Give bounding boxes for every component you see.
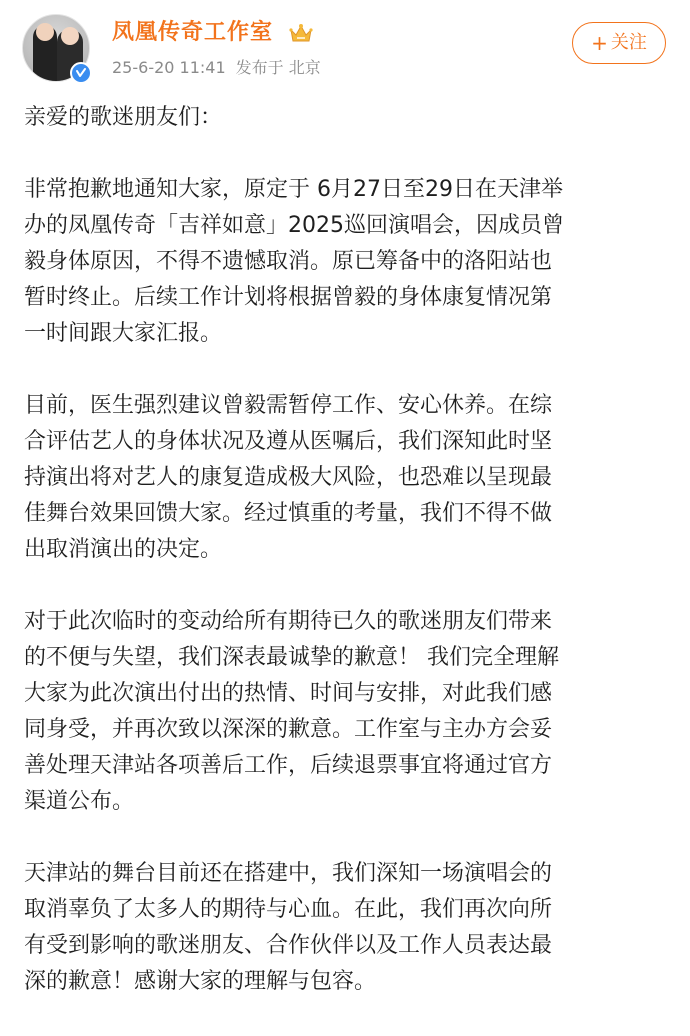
paragraph-line: 天津站的舞台目前还在搭建中，我们深知一场演唱会的 [24,861,553,886]
paragraph-line: 有受到影响的歌迷朋友、合作伙伴以及工作人员表达最 [24,933,553,958]
paragraph-line: 合评估艺人的身体状况及遵从医嘱后，我们深知此时坚 [24,429,553,454]
avatar-head-female [61,27,79,45]
paragraph-line: 办的凤凰传奇「吉祥如意」2025巡回演唱会，因成员曾 [24,213,564,238]
paragraph-line: 目前，医生强烈建议曾毅需暂停工作、安心休养。在综 [24,393,553,418]
author-name[interactable]: 凤凰传奇工作室 [112,20,274,45]
avatar-head-male [36,23,54,41]
post-body [24,100,668,1036]
greeting-line: 亲爱的歌迷朋友们： [24,105,223,130]
post-paragraph-4 [24,856,668,1000]
paragraph-line: 毅身体原因，不得不遗憾取消。原已筹备中的洛阳站也 [24,249,553,274]
paragraph-line: 取消辜负了太多人的期待与心血。在此，我们再次向所 [24,897,553,922]
paragraph-line: 一时间跟大家汇报。 [24,321,223,346]
post-timestamp: 25-6-20 11:41 [112,58,226,77]
paragraph-line: 善处理天津站各项善后工作，后续退票事宜将通过官方 [24,753,553,778]
vip-crown-icon [288,22,314,44]
paragraph-line: 渠道公布。 [24,789,135,814]
paragraph-line: 大家为此次演出付出的热情、时间与安排，对此我们感 [24,681,553,706]
post-paragraph-2 [24,388,668,568]
paragraph-line: 出取消演出的决定。 [24,537,223,562]
follow-button[interactable] [572,22,666,64]
post-paragraph-1 [24,172,668,352]
paragraph-line: 同身受，并再次致以深深的歉意。工作室与主办方会妥 [24,717,553,742]
paragraph-line: 对于此次临时的变动给所有期待已久的歌迷朋友们带来 [24,609,553,634]
paragraph-line: 佳舞台效果回馈大家。经过慎重的考量，我们不得不做 [24,501,553,526]
post-header [0,0,690,100]
paragraph-line: 非常抱歉地通知大家，原定于 6月27日至29日在天津举 [24,177,563,202]
plus-icon: + [591,31,608,55]
paragraph-line: 深的歉意！感谢大家的理解与包容。 [24,969,377,994]
paragraph-line: 持演出将对艺人的康复造成极大风险，也恐难以呈现最 [24,465,553,490]
verified-badge-icon [70,62,92,84]
post-location: 发布于 北京 [235,58,321,77]
post-meta [112,56,321,80]
post-paragraph-3 [24,604,668,820]
follow-button-label: 关注 [610,32,647,53]
paragraph-line: 暂时终止。后续工作计划将根据曾毅的身体康复情况第 [24,285,553,310]
paragraph-line: 的不便与失望，我们深表最诚挚的歉意！ 我们完全理解 [24,645,559,670]
post-greeting [24,100,668,136]
